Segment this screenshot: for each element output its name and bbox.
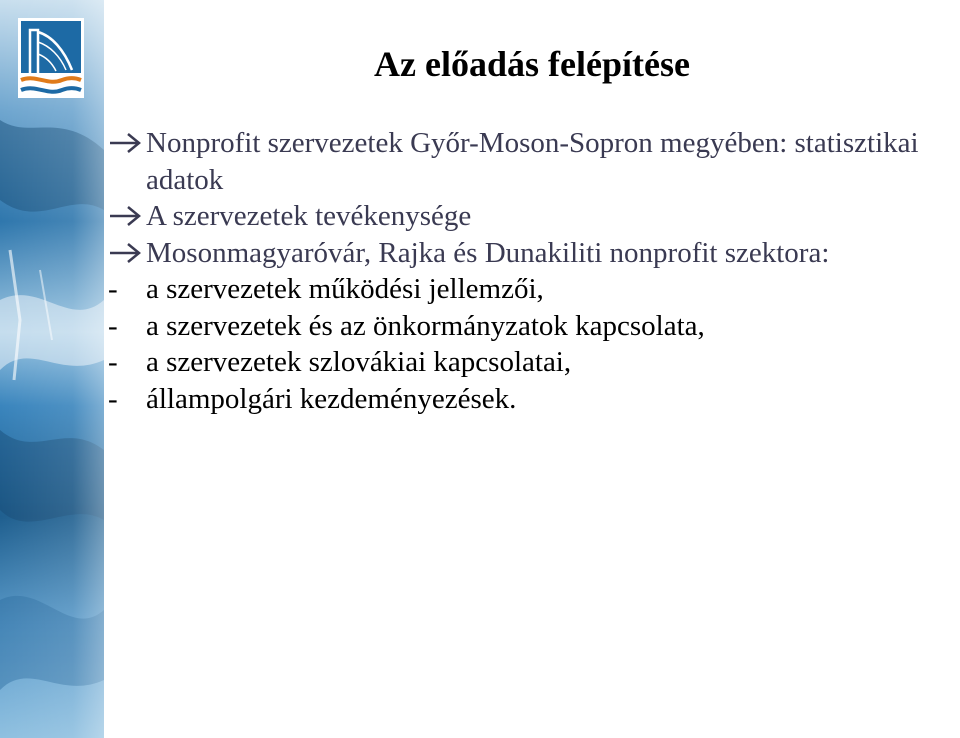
dash-marker: - xyxy=(108,273,118,305)
dash-marker: - xyxy=(108,309,118,342)
sub-list-item xyxy=(108,271,958,308)
bullet-item xyxy=(108,235,958,272)
slide-content xyxy=(108,125,958,417)
sub-list-text: a szervezetek és az önkormányzatok kapcsolata, xyxy=(146,309,705,342)
dash-marker: - xyxy=(108,382,118,415)
bullet-text: A szervezetek tevékenysége xyxy=(146,200,472,232)
sub-list-item xyxy=(108,344,958,381)
bullet-item xyxy=(108,125,958,198)
sub-list-item xyxy=(108,381,958,418)
sub-list-text: a szervezetek működési jellemzői, xyxy=(146,273,544,305)
right-arrow-icon xyxy=(108,235,146,272)
sub-list-text: állampolgári kezdeményezések. xyxy=(146,382,517,415)
dash-marker: - xyxy=(108,346,118,378)
right-arrow-icon xyxy=(108,198,146,235)
right-arrow-icon xyxy=(108,125,146,162)
decorative-side-strip xyxy=(0,0,104,738)
bullet-text: Mosonmagyaróvár, Rajka és Dunakiliti nonprofit szektora: xyxy=(146,236,830,269)
sub-list-item xyxy=(108,308,958,345)
bullet-item xyxy=(108,198,958,235)
slide-title: Az előadás felépítése xyxy=(374,44,690,84)
bullet-text: Nonprofit szervezetek Győr-Moson-Sopron megyében: statisztikai adatok xyxy=(146,127,919,196)
sub-list-text: a szervezetek szlovákiai kapcsolatai, xyxy=(146,346,572,378)
bridge-logo-icon xyxy=(18,18,84,98)
